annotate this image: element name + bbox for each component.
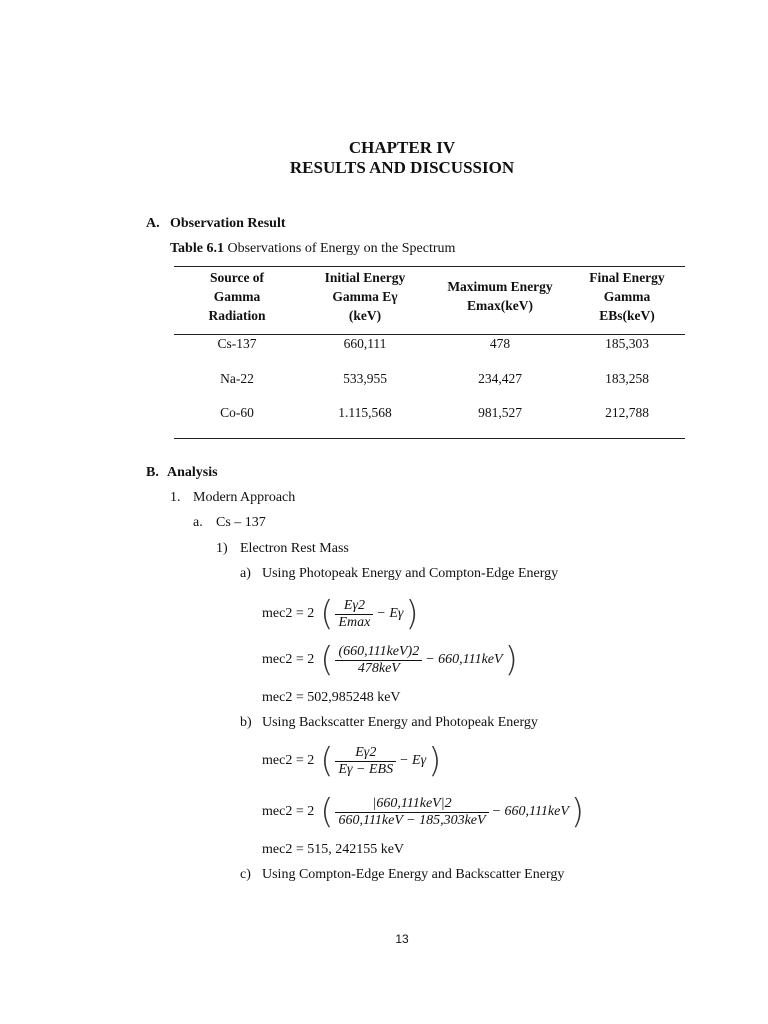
left-paren: ( [320,792,334,832]
fraction [335,644,422,677]
header-line: Emax(keV) [467,298,533,313]
header-line: (keV) [348,308,382,323]
section-a-label: A. [146,216,160,231]
list-text: Electron Rest Mass [240,541,349,556]
fraction [335,745,396,778]
equation-4 [262,792,584,832]
table-cell: 185,303 [605,336,649,351]
header-line: Source of [209,270,265,285]
table-bottom-rule [174,438,685,439]
header-line: EBs(keV) [599,308,655,323]
table-cell: 478 [489,336,511,351]
equation-lhs: mec2 = 2 [262,804,315,819]
section-a-title: Observation Result [170,216,286,231]
list-text: Modern Approach [193,490,296,505]
equation-tail: − 660,111keV [425,652,503,667]
denominator: 660,111keV − 185,303keV [338,812,486,828]
numerator: Eγ2 [335,598,373,615]
header-line: Maximum Energy [447,279,553,294]
table-cell: 183,258 [605,371,649,386]
numerator: (660,111keV)2 [335,644,422,661]
list-number: a. [193,515,203,530]
right-paren: ) [570,792,585,832]
denominator: Eγ − EBS [338,761,394,777]
chapter-number: CHAPTER IV [348,138,456,157]
table-cell: 234,427 [478,371,522,386]
numerator: Eγ2 [335,745,396,762]
header-line: Gamma Eγ [332,289,398,304]
table-caption [170,241,455,257]
table-header-final-energy [577,268,677,325]
page-number: 13 [395,932,409,946]
table-header-max-energy [430,277,570,315]
table-cell: 1.115,568 [338,405,392,420]
section-b-label: B. [146,465,159,480]
header-line: Gamma [603,289,651,304]
header-line: Radiation [208,308,266,323]
equation-2 [262,640,518,680]
table-header-rule [174,334,685,335]
right-paren: ) [504,640,518,680]
list-number: a) [240,566,251,581]
equation-3 [262,741,441,781]
equation-1 [262,594,419,634]
numerator: |660,111keV|2 [335,796,488,813]
equation-4-result: mec2 = 515, 242155 keV [262,842,405,857]
table-top-rule [174,266,685,267]
chapter-title: RESULTS AND DISCUSSION [289,158,515,177]
section-b-title: Analysis [167,465,218,480]
table-cell: Na-22 [220,371,254,386]
equation-2-result: mec2 = 502,985248 keV [262,690,401,705]
table-caption-label: Table 6.1 [170,241,224,256]
list-number: b) [240,715,252,730]
header-line: Final Energy [589,270,665,285]
equation-lhs: mec2 = 2 [262,652,315,667]
table-caption-text: Observations of Energy on the Spectrum [227,241,456,256]
equation-tail: − 660,111keV [491,804,569,819]
equation-tail: − Eγ [376,606,404,621]
list-text: Cs – 137 [216,515,266,530]
left-paren: ( [320,640,334,680]
header-line: Gamma [213,289,261,304]
right-paren: ) [405,594,419,634]
list-number: c) [240,867,251,882]
equation-tail: − Eγ [399,753,427,768]
table-cell: 533,955 [343,371,387,386]
table-header-source [187,268,287,325]
table-cell: Cs-137 [217,336,257,351]
fraction [335,598,373,631]
denominator: 478keV [357,660,400,676]
right-paren: ) [428,741,442,781]
left-paren: ( [320,741,334,781]
denominator: Emax [338,614,371,630]
table-cell: Co-60 [220,405,254,420]
list-text: Using Backscatter Energy and Photopeak Energy [262,715,538,730]
list-text: Using Photopeak Energy and Compton-Edge Energy [262,566,559,581]
list-number: 1) [216,541,228,556]
list-number: 1. [170,490,181,505]
equation-lhs: mec2 = 2 [262,753,315,768]
fraction [335,796,488,829]
left-paren: ( [320,594,334,634]
table-cell: 981,527 [478,405,522,420]
table-cell: 212,788 [605,405,649,420]
list-text: Using Compton-Edge Energy and Backscatter Energy [262,867,565,882]
table-header-initial-energy [310,268,420,325]
table-cell: 660,111 [343,336,387,351]
equation-lhs: mec2 = 2 [262,606,315,621]
header-line: Initial Energy [324,270,406,285]
